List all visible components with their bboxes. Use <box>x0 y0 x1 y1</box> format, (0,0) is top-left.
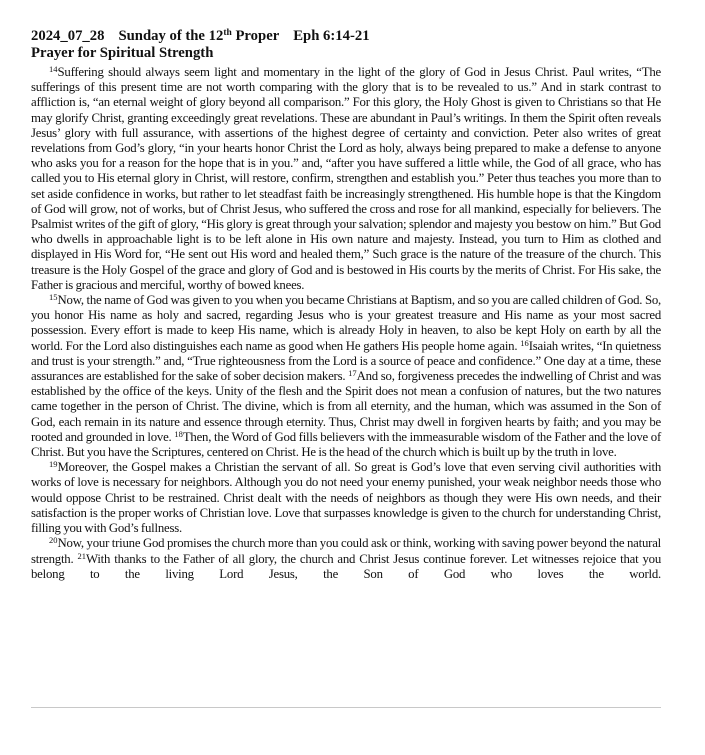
verse-text: Then, the Word of God fills believers with the immeasurable wisdom of the Father and the love of Christ. But you have the Scriptures, centered on Christ. He is the head of the church which is built up by the truth in love. <box>31 429 661 460</box>
verse-text: Isaiah writes, “In quietness and trust is your strength.” and, “True righteousness from the Lord is a source of peace and confidence.” One day at a time, these assurances are established for the sake of sober decision makers. <box>31 338 661 384</box>
header-reference: Eph 6:14-21 <box>293 28 370 44</box>
verse-text: Moreover, the Gospel makes a Christian the servant of all. So great is God’s love that even serving civil authorities with works of love is necessary for neighbors. Although you do not need your enemy punished, your weak neighbor needs those who would oppose Christ to be restrained. Christ dealt with the needs of neighbors as though they were His own needs, and their satisfaction is the proper works of Christian love. Love that surpasses knowledge is given to the church for understanding Christ, filling you with God’s fullness. <box>31 460 661 536</box>
paragraph <box>31 460 661 536</box>
header-day-ordinal: th <box>223 28 232 38</box>
document-title: Prayer for Spiritual Strength <box>31 45 214 61</box>
verse-text: Now, the name of God was given to you when you became Christians at Baptism, and so you are called children of God. So, you honor His name as holy and sacred, regarding Jesus who is your greatest treasure and His name as your most sacred possession. Every effort is made to keep His name, which is already Holy in heaven, to also be kept Holy on earth by all the world. For the Lord also distinguishes each name as good when He gathers His people home again. <box>31 293 661 353</box>
verse-text: With thanks to the Father of all glory, the church and Christ Jesus continue forever. Let witnesses rejoice that you belong to the living Lord Jesus, the Son of God who loves the world. <box>31 551 662 581</box>
verse-number: 21 <box>77 550 86 561</box>
verse-number: 20 <box>49 535 58 546</box>
paragraph <box>31 293 661 460</box>
verse-number: 18 <box>174 428 183 439</box>
document-page <box>31 28 661 582</box>
header-date: 2024_07_28 <box>31 28 105 44</box>
verse-number: 15 <box>49 292 58 303</box>
verse-text: And so, forgiveness precedes the indwelling of Christ and was established by the office of the keys. Unity of the flesh and the Spirit does not mean a confusion of natures, but the two natures came together in the person of Christ. The divine, which is from all eternity, and the human, which was assumed in the Son of God, each remain in its nature and essence through eternity. Thus, Christ may dwell in forgiven hearts by faith; and you may be rooted and grounded in love. <box>31 369 661 444</box>
verse-number: 16 <box>520 337 529 348</box>
verse-number: 19 <box>49 459 58 470</box>
header-line <box>31 28 661 45</box>
header-day-prefix: Sunday of the 12 <box>118 28 224 44</box>
document-body <box>31 65 661 582</box>
header-day <box>118 28 279 44</box>
verse-number: 14 <box>49 64 58 74</box>
bottom-divider <box>31 707 661 708</box>
verse-number: 17 <box>348 368 357 379</box>
verse-text: Now, your triune God promises the church more than you could ask or think, working with saving power beyond the natural strength. <box>31 536 661 566</box>
paragraph <box>31 536 661 582</box>
verse-text: Suffering should always seem light and momentary in the light of the glory of God in Jesus Christ. Paul writes, “The sufferings of this present time are not worth comparing with the glory that is to be revealed to us.” And in stark contrast to affliction is, “an eternal weight of glory beyond all comparison.” For this glory, the Holy Ghost is given to Christians so that He may glorify Christ, granting exceedingly great revelations. These are abundant in Paul’s writings. In them the Spirit often reveals Jesus’ glory with full assurance, with assertions of the highest degree of certainty and conviction. Peter also writes of great revelations from God’s glory, “in your hearts honor Christ the Lord as holy, always being prepared to make a defense to anyone who asks you for a reason for the hope that is in you.” and, “after you have suffered a little while, the God of all grace, who has called you to His eternal glory in Christ, will restore, confirm, strengthen and establish you.” Peter thus teaches you more than to set aside confidence in works, but rather to let steadfast faith be increasingly strengthened. His humble hope is that the Kingdom of God will grow, not of works, but of Christ Jesus, who suffered the cross and rose for all mankind, especially for believers. The Psalmist writes of the gift of glory, “His glory is great through your salvation; splendor and majesty you bestow on him.” But God who dwells in approachable light is to be left alone in His own nature and majesty. Instead, you turn to Him as clothed and displayed in His Word for, “He sent out His word and healed them,” Such grace is the nature of the treasure of the church. This treasure is the Holy Gospel of the grace and glory of God and is bestowed in His courts by the merits of Christ. For His sake, the Father is gracious and merciful, worthy of bowed knees. <box>31 65 661 292</box>
paragraph <box>31 65 661 293</box>
header-day-suffix: Proper <box>231 28 280 44</box>
